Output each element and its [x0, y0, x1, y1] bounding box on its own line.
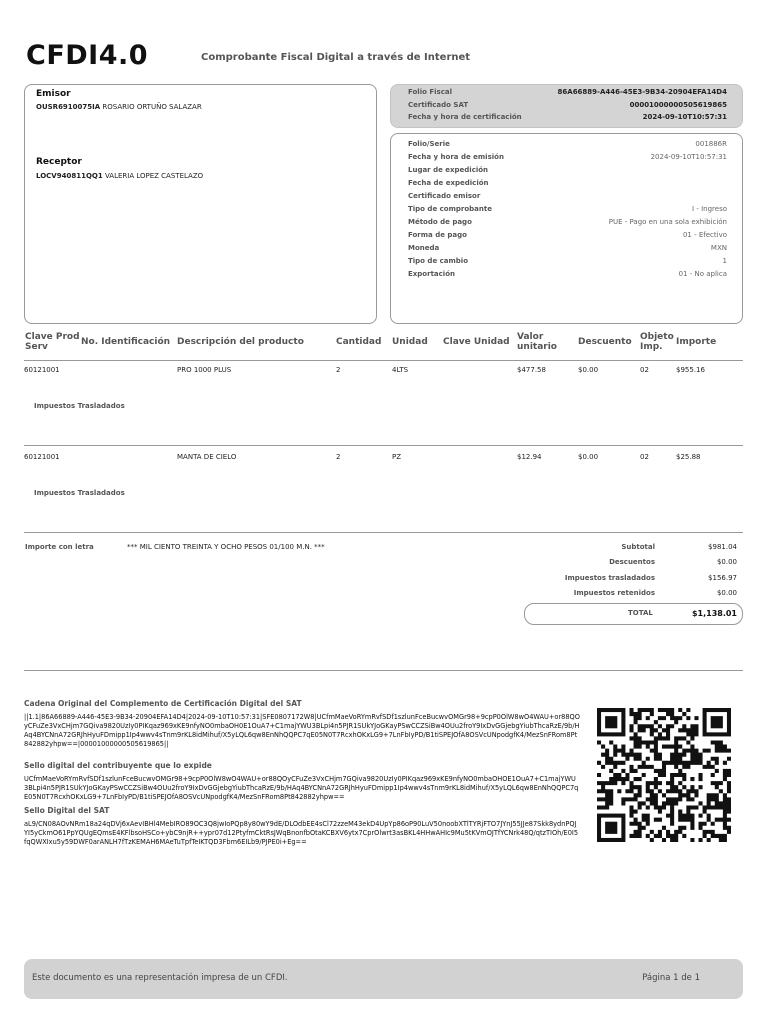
document-title: CFDI4.0 [26, 40, 149, 71]
col-header-unidad: Unidad [392, 337, 428, 347]
info-label: Tipo de cambio [408, 257, 469, 265]
cell-valor: $12.94 [517, 453, 542, 461]
info-row [408, 166, 727, 178]
col-header-line: unitario [517, 342, 557, 352]
info-row [408, 192, 727, 204]
info-row [408, 257, 727, 269]
cell-objeto: 02 [640, 453, 649, 461]
document-subtitle: Comprobante Fiscal Digital a través de Internet [201, 52, 471, 63]
info-row [408, 270, 727, 282]
total-box [524, 603, 743, 625]
footer-bar [24, 959, 743, 999]
descuentos-label: Descuentos [609, 558, 655, 566]
receptor-rfc: LOCV940811QQ1 [36, 172, 103, 180]
info-value: 01 - No aplica [678, 270, 727, 278]
info-row [408, 179, 727, 191]
info-label: Folio/Serie [408, 140, 450, 148]
col-header-clave-prod [25, 332, 80, 352]
cell-importe: $955.16 [676, 366, 705, 374]
divider [24, 532, 743, 533]
descuentos-value: $0.00 [716, 558, 737, 566]
total-label: TOTAL [628, 609, 653, 617]
cert-row [408, 101, 727, 113]
info-label: Fecha de expedición [408, 179, 489, 187]
cell-clave: 60121001 [24, 453, 60, 461]
receptor-label: Receptor [36, 157, 82, 167]
cell-descripcion: MANTA DE CIELO [177, 453, 237, 461]
cell-cantidad: 2 [336, 453, 341, 461]
info-value: 01 - Efectivo [682, 231, 727, 239]
cell-descripcion: PRO 1000 PLUS [177, 366, 232, 374]
folio-fiscal-value: 86A66889-A446-45E3-9B34-20904EFA14D4 [557, 88, 727, 96]
impuestos-retenidos-label: Impuestos retenidos [573, 589, 655, 597]
taxes-label: Impuestos Trasladados [34, 402, 125, 410]
certification-box [390, 84, 743, 128]
info-row [408, 140, 727, 152]
info-label: Fecha y hora de emisión [408, 153, 504, 161]
importe-letra-value: *** MIL CIENTO TREINTA Y OCHO PESOS 01/100 M.N. *** [127, 543, 325, 551]
cert-row [408, 88, 727, 100]
cert-label: Certificado SAT [408, 101, 469, 109]
receptor-name: VALERIA LOPEZ CASTELAZO [104, 172, 204, 180]
importe-letra-label: Importe con letra [25, 543, 94, 551]
info-label: Tipo de comprobante [408, 205, 492, 213]
impuestos-retenidos-value: $0.00 [716, 589, 737, 597]
cadena-original-value: ||1.1|86A66889-A446-45E3-9B34-20904EFA14D4|2024-09-10T10:57:31|SFE0807172W8|UCfmMaeVoRYmRvfSDf1szlunFceBucwvOMGr98+9cpP0OlW8wO4WAU+or88QOyCFuZe3VxCHjm7GQiva9820UzIy0PIKqaz969xKE9nfyNO0mbaOH0E1OuA7+C1majYWU3BLpi4n5PJR1SUkYJoGKayPSwCCZSiBw4OUu2froY9IxDvGGjebgYiubThcaRzE/9b/HAq4BYCNnA72GRJhHyuFDmipp1Ip4wwv4sTnm9rKL8idMihuf/X5yLQL6qw8EnNhQQPC7qE05N0T7RcxhOKxLG9+7LnFbIyPD/B1tiSPEJOfA8OSVcUNpodgfK4/MezSnFRom8Pt842882yhpw==|00001000000505619865|| [24, 713, 580, 748]
col-header-line: Serv [25, 342, 48, 352]
info-label: Certificado emisor [408, 192, 481, 200]
divider [24, 670, 743, 671]
sello-contribuyente-value: UCfmMaeVoRYmRvfSDf1szlunFceBucwvOMGr98+9cpP0OlW8wO4WAU+or88QOyCFuZe3VxCHjm7GQiva9820UzIy0PIKqaz969xKE9nfyNO0mbaOHOE1OuA7+C1majYWU3BLpi4n5PJR1SUkYJoGKayPSwCCZSiBw4OUu2froY9IxDvGGjebgYiubThcaRzE/9b/HAq4BYCNnA72GRJhHyuFDmipp1Ip4wwv4sTnm9rKL8idMihuf/X5yLQL6qw8EnNhQQPC7qE05N0T7RcxhOKxLG9+7LnFbIyPD/B1tiSPEJOfA8OSVcUNpodgfK4/MezSnFRom8Pt842882yhpw== [24, 775, 579, 801]
total-value: $1,138.01 [691, 609, 737, 618]
emisor-name: ROSARIO ORTUÑO SALAZAR [102, 103, 202, 111]
comprobante-info-box [390, 133, 743, 324]
col-header-descripcion: Descripción del producto [177, 337, 304, 347]
info-row [408, 205, 727, 217]
col-header-clave-unidad: Clave Unidad [443, 337, 510, 347]
cell-unidad: PZ [392, 453, 402, 461]
info-label: Lugar de expedición [408, 166, 489, 174]
col-header-valor-unitario [517, 332, 557, 352]
info-label: Moneda [408, 244, 440, 252]
emisor-line [36, 103, 202, 111]
info-label: Exportación [408, 270, 455, 278]
info-value: MXN [710, 244, 727, 252]
cadena-original-label: Cadena Original del Complemento de Certificación Digital del SAT [24, 699, 302, 708]
cert-label: Folio Fiscal [408, 88, 452, 96]
info-row [408, 244, 727, 256]
qr-code-icon [597, 708, 731, 842]
divider [24, 445, 743, 446]
cert-row [408, 113, 727, 125]
cert-label: Fecha y hora de certificación [408, 113, 522, 121]
info-label: Forma de pago [408, 231, 467, 239]
footer-disclaimer: Este documento es una representación impresa de un CFDI. [32, 973, 288, 983]
col-header-objeto-imp [640, 332, 674, 352]
info-row [408, 153, 727, 165]
info-label: Método de pago [408, 218, 472, 226]
info-value: 1 [722, 257, 727, 265]
taxes-label: Impuestos Trasladados [34, 489, 125, 497]
cell-descuento: $0.00 [578, 366, 599, 374]
col-header-line: Clave Prod [25, 332, 80, 342]
cell-clave: 60121001 [24, 366, 60, 374]
sello-sat-value: aL9/CN08AOvNRm18a24qDVj6xAevIBHl4MebIRO89OC3Q8jwIoPQp8y80wY9dE/DLOdbEE4sCl72zzeM43ekD4UpYp86oP90LuV50noobXTlTYRjFTO7JYnJ55JJe87Skk8ydnPQJYI5yCkmO61PpYQUgEQmsE4KFlbsoHSCo+ybC9njR++ypr07d12PtyfmCktRsJWqBnonfbOtaKCBXV6ytx7CprOlwrt3asBKL4HHwAHIc9Mu5tKVmOJTfYCNrk48Q/qtzTIOh/E0I5fqQWXIxu5y59DWF0arANLH7fTzKEMAH6MAeTuTpfTeIKTQD3Fbm6EILb9/PJPE0i+Eg== [24, 820, 579, 846]
subtotal-label: Subtotal [621, 543, 655, 551]
cell-importe: $25.88 [676, 453, 701, 461]
certificado-sat-value: 00001000000505619865 [629, 101, 727, 109]
cell-descuento: $0.00 [578, 453, 599, 461]
emisor-label: Emisor [36, 89, 71, 99]
col-header-line: Objeto [640, 332, 674, 342]
party-box [24, 84, 377, 324]
col-header-line: Valor [517, 332, 544, 342]
impuestos-trasladados-label: Impuestos trasladados [564, 574, 655, 582]
sello-contribuyente-label: Sello digital del contribuyente que lo expide [24, 761, 212, 770]
info-row [408, 231, 727, 243]
info-value: 001886R [695, 140, 727, 148]
divider [24, 360, 743, 361]
emisor-rfc: OUSR6910075IA [36, 103, 101, 111]
cell-cantidad: 2 [336, 366, 341, 374]
subtotal-value: $981.04 [708, 543, 737, 551]
col-header-line: Imp. [640, 342, 663, 352]
cell-unidad: 4LTS [392, 366, 409, 374]
info-value: I - Ingreso [692, 205, 727, 213]
cell-valor: $477.58 [517, 366, 546, 374]
info-row [408, 218, 727, 230]
info-value: 2024-09-10T10:57:31 [650, 153, 727, 161]
cell-objeto: 02 [640, 366, 649, 374]
col-header-importe: Importe [676, 337, 717, 347]
page-number: Página 1 de 1 [642, 973, 700, 983]
col-header-descuento: Descuento [578, 337, 632, 347]
receptor-line [36, 172, 203, 180]
sello-sat-label: Sello Digital del SAT [24, 806, 110, 815]
col-header-no-id: No. Identificación [81, 337, 171, 347]
col-header-cantidad: Cantidad [336, 337, 382, 347]
impuestos-trasladados-value: $156.97 [708, 574, 737, 582]
info-value: PUE - Pago en una sola exhibición [608, 218, 727, 226]
fecha-certificacion-value: 2024-09-10T10:57:31 [642, 113, 727, 121]
